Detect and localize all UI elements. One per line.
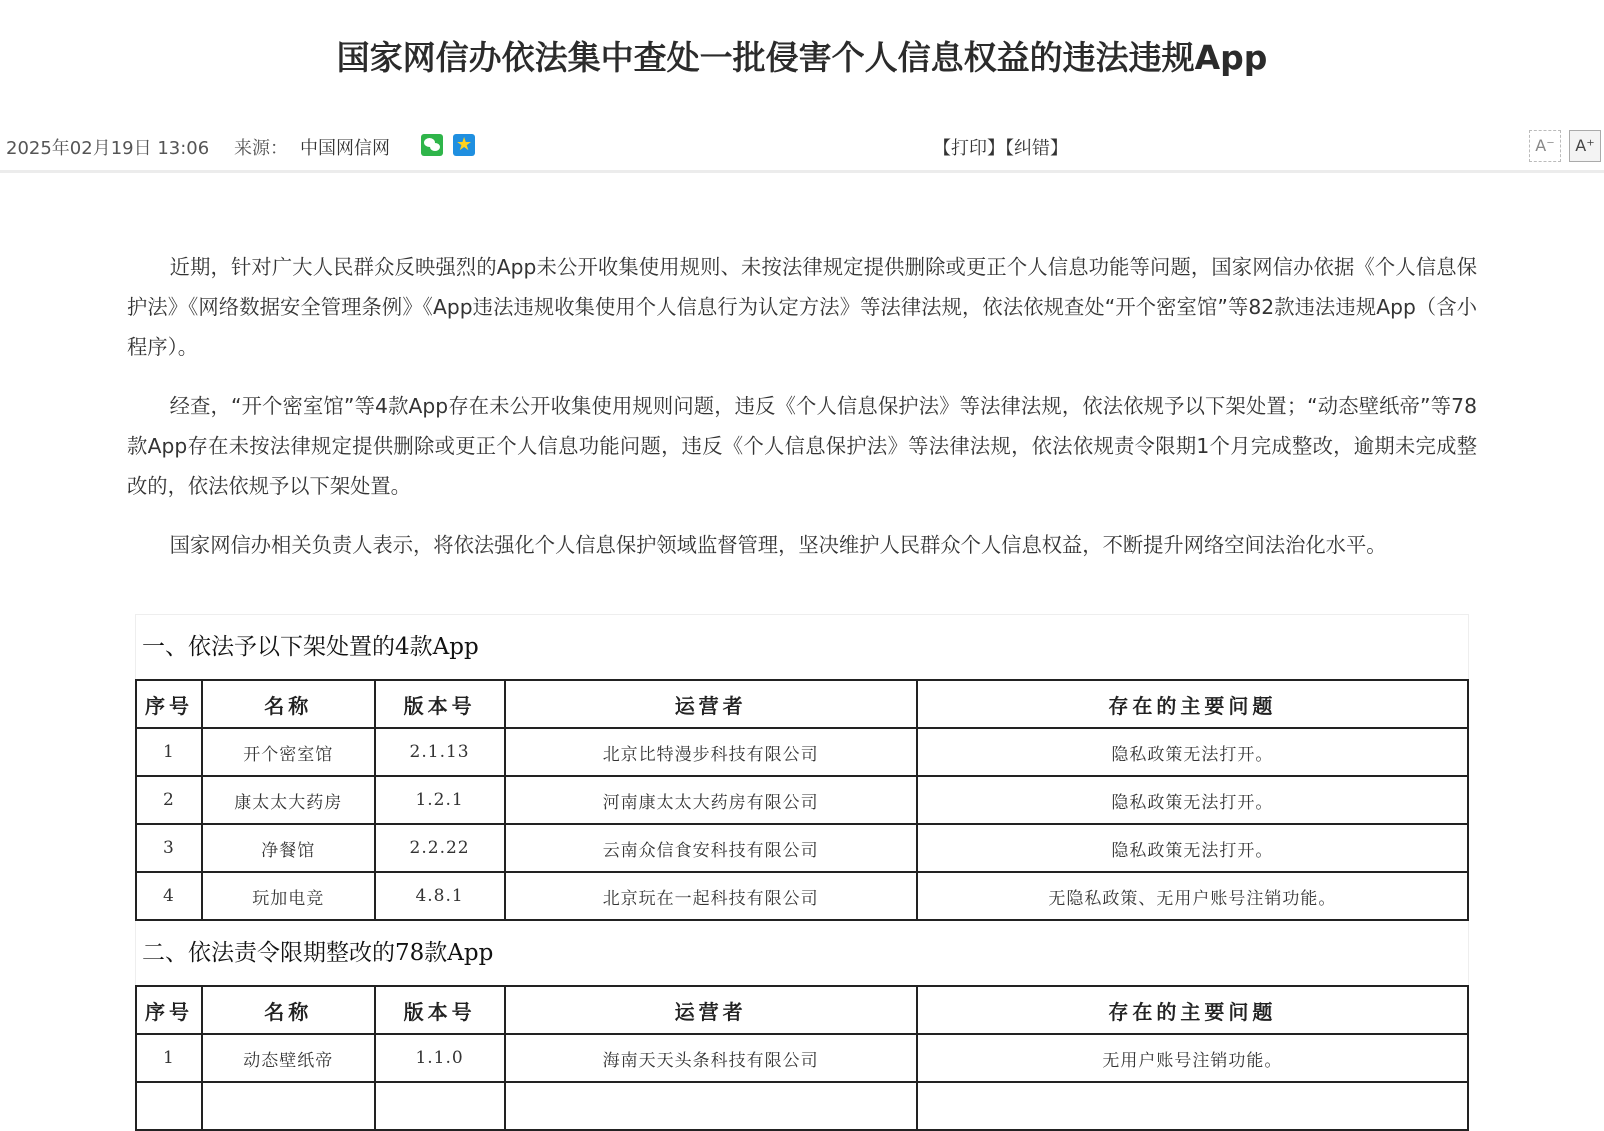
cell-version: 1.2.1: [375, 776, 505, 824]
table-section-2: [135, 985, 1469, 1131]
source-label: 来源：: [234, 138, 288, 159]
cell-operator: 河南康太太大药房有限公司: [505, 776, 917, 824]
cell-operator: [505, 1082, 917, 1130]
header-version: 版本号: [375, 680, 505, 728]
cell-index: 1: [136, 1034, 202, 1082]
correct-link[interactable]: 【纠错】: [1005, 138, 1068, 159]
cell-index: 1: [136, 728, 202, 776]
wechat-share-icon[interactable]: [421, 134, 443, 156]
header-operator: 运营者: [505, 986, 917, 1034]
table-row: [136, 824, 1468, 872]
cell-issue: 隐私政策无法打开。: [917, 728, 1468, 776]
cell-name: 康太太大药房: [202, 776, 375, 824]
cell-operator: 北京玩在一起科技有限公司: [505, 872, 917, 920]
table-row: [136, 728, 1468, 776]
cell-version: [375, 1082, 505, 1130]
font-decrease-button[interactable]: A⁻: [1529, 130, 1561, 162]
cell-operator: 云南众信食安科技有限公司: [505, 824, 917, 872]
cell-name: 净餐馆: [202, 824, 375, 872]
cell-version: 4.8.1: [375, 872, 505, 920]
table-section-1: [135, 679, 1469, 921]
cell-name: 动态壁纸帝: [202, 1034, 375, 1082]
paragraph-2: 经查，“开个密室馆”等4款App存在未公开收集使用规则问题，违反《个人信息保护法》等法律法规，依法依规予以下架处置；“动态壁纸帝”等78款App存在未按法律规定提供删除或更正个人信息功能问题，违反《个人信息保护法》等法律法规，依法依规责令限期1个月完成整改，逾期未完成整改的，依法依规予以下架处置。: [127, 394, 1477, 498]
cell-index: 3: [136, 824, 202, 872]
table-row: [136, 872, 1468, 920]
header-name: 名称: [202, 986, 375, 1034]
cell-name: 玩加电竞: [202, 872, 375, 920]
section-1-title: 一、依法予以下架处置的4款App: [142, 634, 479, 660]
cell-issue: 无隐私政策、无用户账号注销功能。: [917, 872, 1468, 920]
section-2-title: 二、依法责令限期整改的78款App: [142, 940, 494, 966]
header-name: 名称: [202, 680, 375, 728]
cell-issue: [917, 1082, 1468, 1130]
table-row: [136, 776, 1468, 824]
cell-version: 2.1.13: [375, 728, 505, 776]
publish-date: 2025年02月19日 13:06: [6, 138, 210, 159]
cell-version: 2.2.22: [375, 824, 505, 872]
header-version: 版本号: [375, 986, 505, 1034]
qzone-share-icon[interactable]: [453, 134, 475, 156]
article-body: [127, 247, 1477, 584]
cell-issue: 隐私政策无法打开。: [917, 824, 1468, 872]
cell-operator: 北京比特漫步科技有限公司: [505, 728, 917, 776]
source-name: 中国网信网: [300, 138, 390, 159]
article-actions: [933, 134, 1068, 160]
paragraph-3: 国家网信办相关负责人表示，将依法强化个人信息保护领域监督管理，坚决维护人民群众个人信息权益，不断提升网络空间法治化水平。: [169, 533, 1387, 557]
header-index: 序号: [136, 986, 202, 1034]
cell-name: [202, 1082, 375, 1130]
paragraph-1: 近期，针对广大人民群众反映强烈的App未公开收集使用规则、未按法律规定提供删除或更正个人信息功能等问题，国家网信办依据《个人信息保护法》《网络数据安全管理条例》《App违法违规收集使用个人信息行为认定方法》等法律法规，依法依规查处“开个密室馆”等82款违法违规App（含小程序）。: [127, 255, 1477, 359]
header-issue: 存在的主要问题: [917, 680, 1468, 728]
cell-index: [136, 1082, 202, 1130]
cell-operator: 海南天天头条科技有限公司: [505, 1034, 917, 1082]
font-increase-button[interactable]: A⁺: [1569, 130, 1601, 162]
table-header-row: [136, 680, 1468, 728]
print-link[interactable]: 【打印】: [933, 138, 1005, 159]
cell-index: 4: [136, 872, 202, 920]
cell-issue: 隐私政策无法打开。: [917, 776, 1468, 824]
header-issue: 存在的主要问题: [917, 986, 1468, 1034]
cell-version: 1.1.0: [375, 1034, 505, 1082]
page-title: 国家网信办依法集中查处一批侵害个人信息权益的违法违规App: [336, 38, 1268, 77]
cell-issue: 无用户账号注销功能。: [917, 1034, 1468, 1082]
header-operator: 运营者: [505, 680, 917, 728]
table-row: [136, 1034, 1468, 1082]
table-row: [136, 1082, 1468, 1130]
cell-name: 开个密室馆: [202, 728, 375, 776]
cell-index: 2: [136, 776, 202, 824]
table-header-row: [136, 986, 1468, 1034]
app-list-image: [135, 614, 1469, 1075]
header-index: 序号: [136, 680, 202, 728]
article-meta-bar: [0, 126, 1604, 173]
